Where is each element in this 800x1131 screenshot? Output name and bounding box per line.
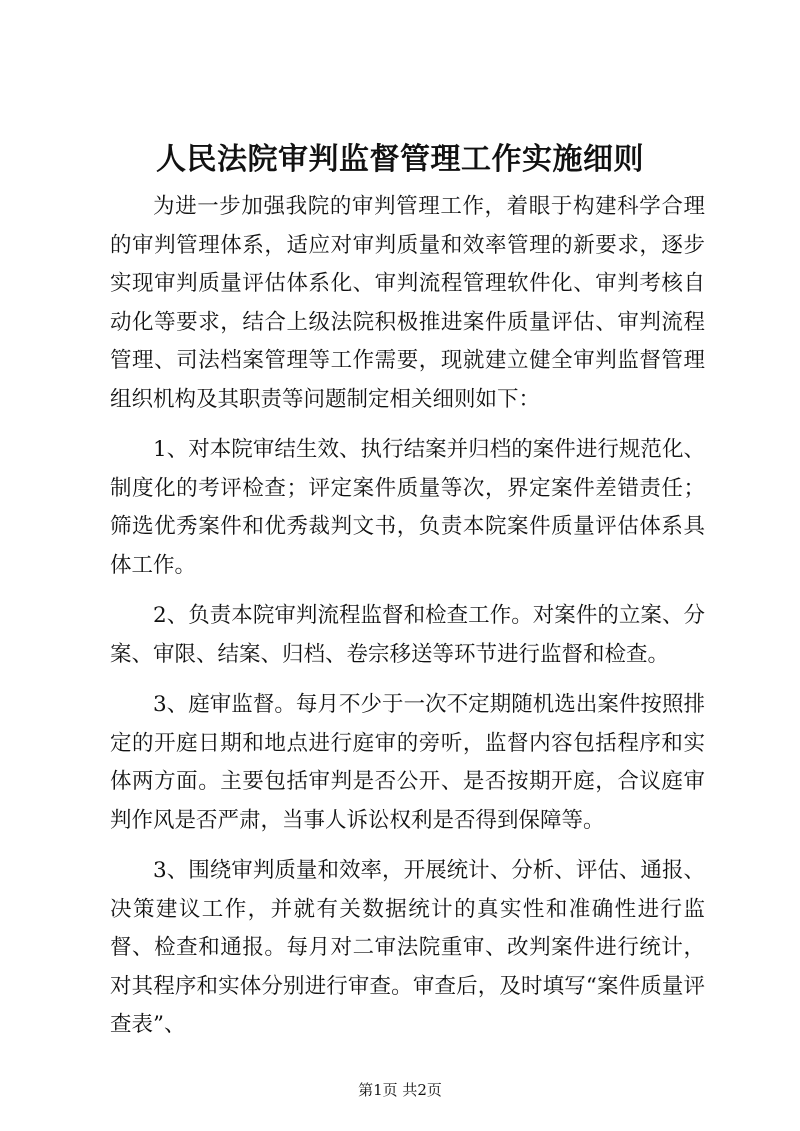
intro-paragraph: 为进一步加强我院的审判管理工作，着眼于构建科学合理的审判管理体系，适应对审判质量和效率管理的新要求，逐步实现审判质量评估体系化、审判流程管理软件化、审判考核自动化等要求，结合上级法院积极推进案件质量评估、审判流程管理、司法档案管理等工作需要，现就建立健全审判监督管理组织机构及其职责等问题制定相关细则如下： [110, 194, 705, 412]
page-footer: 第1页 共2页 [358, 1081, 442, 1099]
item-paragraph-4: 3、围绕审判质量和效率，开展统计、分析、评估、通报、决策建议工作，并就有关数据统计的真实性和准确性进行监督、检查和通报。每月对二审法院重审、改判案件进行统计，对其程序和实体分别进行审查。审查后，及时填写“案件质量评查表”、 [110, 858, 705, 1037]
document-body [110, 188, 705, 1045]
document-title: 人民法院审判监督管理工作实施细则 [156, 142, 644, 177]
item-paragraph-1: 1、对本院审结生效、执行结案并归档的案件进行规范化、制度化的考评检查；评定案件质量等次，界定案件差错责任；筛选优秀案件和优秀裁判文书，负责本院案件质量评估体系具体工作。 [110, 437, 705, 578]
item-paragraph-2: 2、负责本院审判流程监督和检查工作。对案件的立案、分案、审限、结案、归档、卷宗移送等环节进行监督和检查。 [110, 603, 705, 667]
item-paragraph-3: 3、庭审监督。每月不少于一次不定期随机选出案件按照排定的开庭日期和地点进行庭审的旁听，监督内容包括程序和实体两方面。主要包括审判是否公开、是否按期开庭，合议庭审判作风是否严肃，当事人诉讼权利是否得到保障等。 [110, 692, 705, 833]
